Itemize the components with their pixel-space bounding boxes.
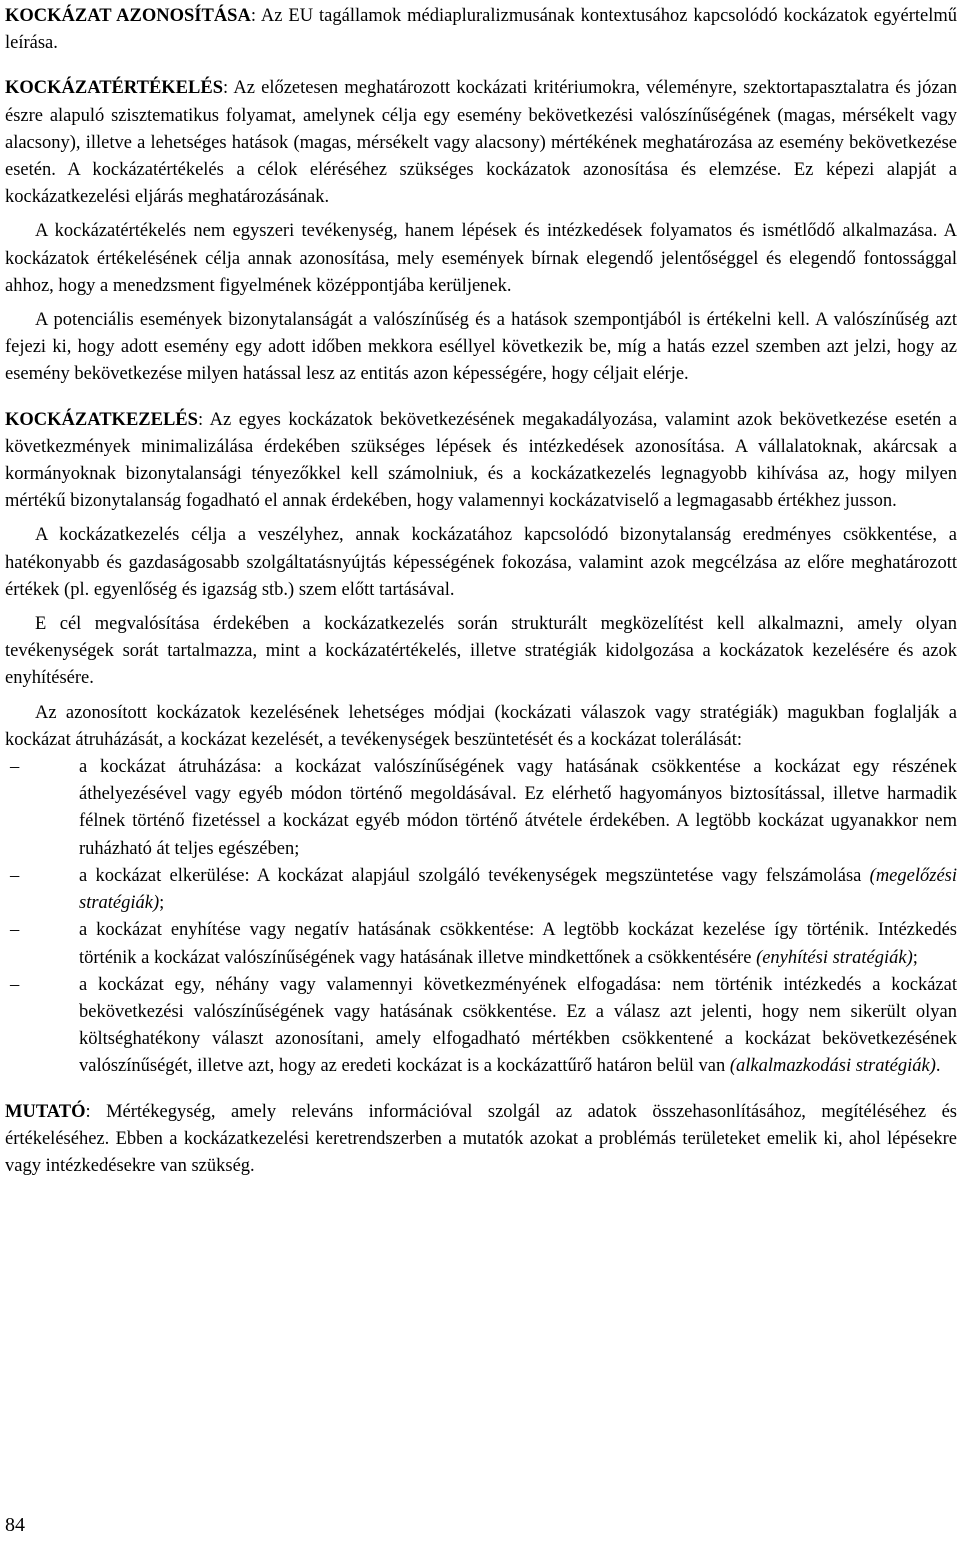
paragraph: A kockázatértékelés nem egyszeri tevékenység, hanem lépések és intézkedések folyamatos és ismétlődő alkalmazása. A kockázatok értékelésének célja annak azonosítása, mely események bírnak elegendő jelentőséggel és elegendő fontossággal ahhoz, hogy a menedzsment figyelmének középpontjába kerüljenek. xyxy=(5,221,957,296)
list-item-emphasis: (megelőzési stratégiák) xyxy=(79,865,957,914)
dash-bullet: – xyxy=(10,974,20,995)
definition-text: : Az EU tagállamok médiapluralizmusának kontextusához kapcsolódó kockázatok egyértelmű leírása. xyxy=(5,6,957,54)
list-item-text: a kockázat elkerülése: A kockázat alapjául szolgáló tevékenységek megszüntetése vagy felszámolása xyxy=(79,865,870,886)
definition-kockazat-azonositasa xyxy=(5,3,957,57)
list-item-emphasis: (enyhítési stratégiák) xyxy=(756,947,913,968)
list-item xyxy=(5,863,957,917)
dash-bullet: – xyxy=(10,757,20,778)
document-page xyxy=(5,3,957,1180)
definition-kockazatkezeles xyxy=(5,407,957,516)
list-item xyxy=(5,917,957,971)
list-item xyxy=(5,972,957,1081)
list-item-text: a kockázat enyhítése vagy negatív hatásának csökkentése: A legtöbb kockázat kezelése így történik. Intézkedés történik a kockázat valószínűségének vagy hatásának illetve mindkettőnek a csökkentésére xyxy=(79,920,957,968)
definition-mutato xyxy=(5,1099,957,1181)
page-number: 84 xyxy=(5,1514,25,1536)
list-item xyxy=(5,754,957,863)
dash-bullet: – xyxy=(10,865,20,886)
risk-response-list xyxy=(5,754,957,1080)
list-item-emphasis: (alkalmazkodási stratégiák) xyxy=(729,1056,936,1077)
term-heading: MUTATÓ xyxy=(5,1101,86,1122)
term-heading: KOCKÁZATÉRTÉKELÉS xyxy=(5,78,223,99)
paragraph: E cél megvalósítása érdekében a kockázatkezelés során strukturált megközelítést kell alkalmazni, amely olyan tevékenységek sorát tartalmazza, mint a kockázatértékelés, illetve stratégiák kidolgozása a kockázatok kezelésére és azok enyhítésére. xyxy=(5,614,957,689)
list-item-tail: . xyxy=(935,1056,941,1077)
definition-kockazatertekeles xyxy=(5,75,957,211)
dash-bullet: – xyxy=(10,920,20,941)
list-item-tail: ; xyxy=(159,893,165,914)
paragraph: Az azonosított kockázatok kezelésének lehetséges módjai (kockázati válaszok vagy stratégiák) magukban foglalják a kockázat átruházását, a kockázat kezelését, a tevékenységek beszüntetését és a kockázat tolerálását: xyxy=(5,702,957,750)
term-heading: KOCKÁZATKEZELÉS xyxy=(5,409,198,430)
term-heading: KOCKÁZAT AZONOSÍTÁSA xyxy=(5,6,251,26)
list-item-text: a kockázat egy, néhány vagy valamennyi következményének elfogadása: nem történik intézkedés a kockázat bekövetkezési valószínűségének vagy hatásának csökkentése. Ez a válasz azt jelenti, hogy nem sikerült olyan költséghatékony választ azonosítani, amely elfogadható mértékben csökkentené a kockázat bekövetkezésének valószínűségét, illetve azt, hogy az eredeti kockázat is a kockázattűrő határon belül van xyxy=(79,974,957,1077)
definition-text: : Az egyes kockázatok bekövetkezésének megakadályozása, valamint azok bekövetkezése esetén a következmények minimalizálása érdekében szükséges lépések és intézkedések azonosítása. A vállalatoknak, akárcsak a kormányoknak bizonytalansági tényezőkkel kell számolniuk, és a kockázatkezelés legnagyobb kihívása az, hogy milyen mértékű bizonytalanság fogadható el annak érdekében, hogy valamennyi kockázatviselő a legmagasabb értékhez jusson. xyxy=(5,409,957,512)
list-item-tail: ; xyxy=(912,947,918,968)
definition-text: : Az előzetesen meghatározott kockázati kritériumokra, véleményre, szektortapasztalatra és józan észre alapuló szisztematikus folyamat, amelynek célja egy esemény bekövetkezési valószínűségének (magas, mérsékelt vagy alacsony), illetve a lehetséges hatások (magas, mérsékelt vagy alacsony) mértékének meghatározása az esemény bekövetkezése esetén. A kockázatértékelés a célok eléréséhez szükséges kockázatok azonosítása és elemzése. Ez képezi alapját a kockázatkezelési eljárás meghatározásának. xyxy=(5,78,957,208)
definition-text: : Mértékegység, amely releváns információval szolgál az adatok összehasonlításához, megítéléséhez és értékeléséhez. Ebben a kockázatkezelési keretrendszerben a mutatók azokat a problémás területeket emelik ki, ahol lépésekre vagy intézkedésekre van szükség. xyxy=(5,1101,957,1176)
list-item-text: a kockázat átruházása: a kockázat valószínűségének vagy hatásának csökkentése a kockázat egy részének áthelyezésével vagy egyéb módon történő megoldásával. Ez elérhető hagyományos biztosítással, illetve harmadik félnek történő fizetéssel a kockázat egyéb módon történő átvétele érdekében. A legtöbb kockázat ugyanakkor nem ruházható át teljes egészében; xyxy=(79,757,957,859)
paragraph: A potenciális események bizonytalanságát a valószínűség és a hatások szempontjából is értékelni kell. A valószínűség azt fejezi ki, hogy adott esemény egy adott időben mekkora eséllyel következik be, míg a hatás ezzel szemben azt jelzi, hogy az esemény bekövetkezése milyen hatással lesz az entitás azon képességére, hogy céljait elérje. xyxy=(5,310,957,385)
paragraph: A kockázatkezelés célja a veszélyhez, annak kockázatához kapcsolódó bizonytalanság eredményes csökkentése, a hatékonyabb és gazdaságosabb szolgáltatásnyújtás képességének fokozása, valamint azok megcélzása az előre meghatározott értékek (pl. egyenlőség és igazság stb.) szem előtt tartásával. xyxy=(5,525,957,600)
